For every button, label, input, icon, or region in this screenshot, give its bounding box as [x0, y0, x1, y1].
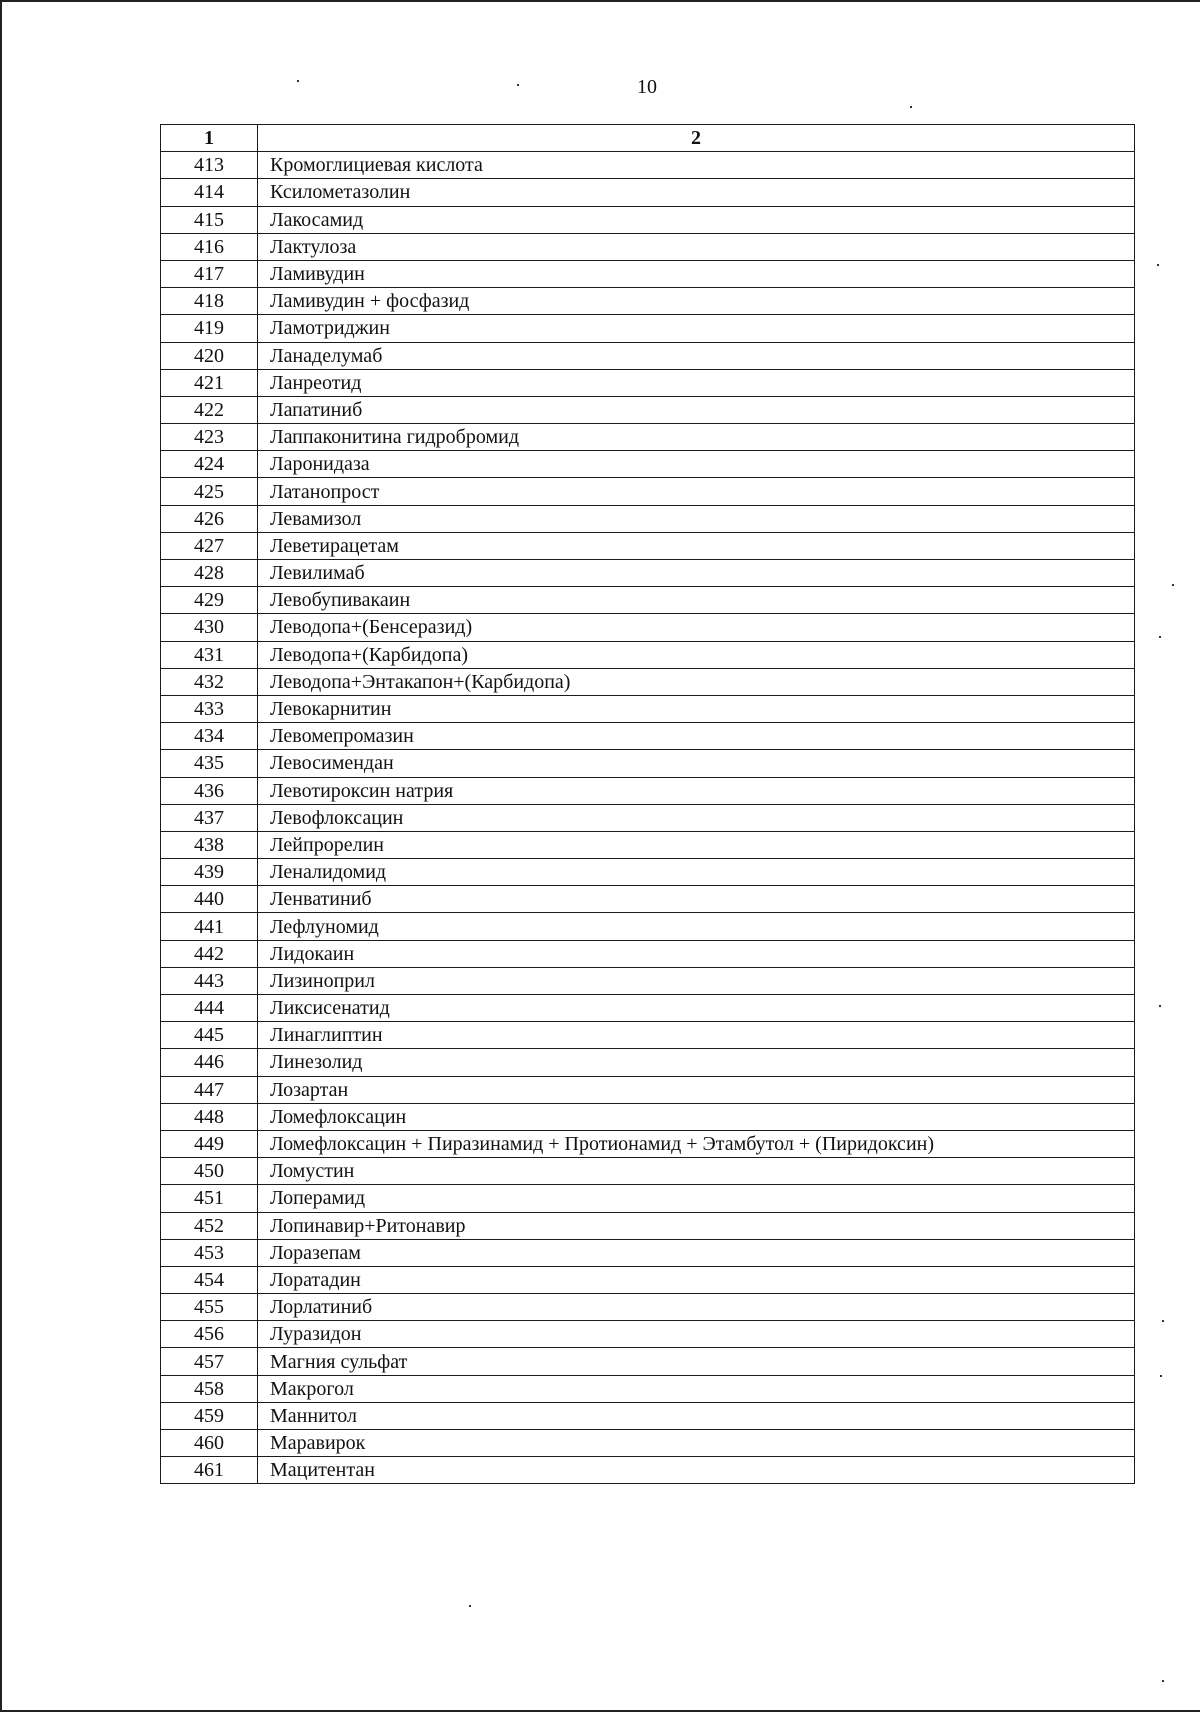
table-row	[161, 1185, 1135, 1212]
row-number-cell: 446	[161, 1049, 258, 1076]
table-row	[161, 396, 1135, 423]
table-row	[161, 1022, 1135, 1049]
scan-speck	[297, 80, 299, 82]
table-header-row	[161, 125, 1135, 152]
table-row	[161, 668, 1135, 695]
row-number-cell: 456	[161, 1321, 258, 1348]
table-row	[161, 859, 1135, 886]
drug-name-cell: Лоразепам	[258, 1239, 1135, 1266]
row-number-cell: 438	[161, 831, 258, 858]
row-number-cell: 449	[161, 1130, 258, 1157]
table-row	[161, 1239, 1135, 1266]
table-row	[161, 587, 1135, 614]
drug-name-cell: Левосимендан	[258, 750, 1135, 777]
row-number-cell: 442	[161, 940, 258, 967]
drug-name-cell: Ломефлоксацин + Пиразинамид + Протионамид + Этамбутол + (Пиридоксин)	[258, 1130, 1135, 1157]
table-row	[161, 1348, 1135, 1375]
column-header-1: 1	[161, 125, 258, 152]
row-number-cell: 458	[161, 1375, 258, 1402]
row-number-cell: 415	[161, 206, 258, 233]
table-row	[161, 750, 1135, 777]
table-row	[161, 206, 1135, 233]
drug-name-cell: Ланреотид	[258, 369, 1135, 396]
drug-name-cell: Ларонидаза	[258, 451, 1135, 478]
drug-name-cell: Леводопа+(Бенсеразид)	[258, 614, 1135, 641]
table-row	[161, 369, 1135, 396]
row-number-cell: 430	[161, 614, 258, 641]
table-row	[161, 1321, 1135, 1348]
table-row	[161, 260, 1135, 287]
table-row	[161, 1130, 1135, 1157]
row-number-cell: 427	[161, 532, 258, 559]
row-number-cell: 460	[161, 1430, 258, 1457]
table-row	[161, 723, 1135, 750]
drug-name-cell: Мацитентан	[258, 1457, 1135, 1484]
table-row	[161, 342, 1135, 369]
drug-name-cell: Лидокаин	[258, 940, 1135, 967]
row-number-cell: 435	[161, 750, 258, 777]
drug-name-cell: Левотироксин натрия	[258, 777, 1135, 804]
table-row	[161, 995, 1135, 1022]
row-number-cell: 448	[161, 1103, 258, 1130]
table-row	[161, 1402, 1135, 1429]
row-number-cell: 416	[161, 233, 258, 260]
row-number-cell: 425	[161, 478, 258, 505]
row-number-cell: 447	[161, 1076, 258, 1103]
scan-speck	[1159, 636, 1161, 638]
row-number-cell: 440	[161, 886, 258, 913]
scan-speck	[1159, 1005, 1161, 1007]
table-row	[161, 641, 1135, 668]
table-row	[161, 1049, 1135, 1076]
drug-name-cell: Макрогол	[258, 1375, 1135, 1402]
scan-speck	[1157, 264, 1159, 266]
table-row	[161, 1212, 1135, 1239]
table-row	[161, 886, 1135, 913]
drug-name-cell: Лапатиниб	[258, 396, 1135, 423]
table-row	[161, 424, 1135, 451]
table-row	[161, 179, 1135, 206]
table-row	[161, 695, 1135, 722]
row-number-cell: 459	[161, 1402, 258, 1429]
table-row	[161, 1076, 1135, 1103]
drug-name-cell: Кромоглициевая кислота	[258, 152, 1135, 179]
table-row	[161, 478, 1135, 505]
row-number-cell: 428	[161, 560, 258, 587]
row-number-cell: 439	[161, 859, 258, 886]
table-row	[161, 1430, 1135, 1457]
scan-speck	[910, 106, 912, 108]
row-number-cell: 451	[161, 1185, 258, 1212]
row-number-cell: 429	[161, 587, 258, 614]
table-body	[161, 152, 1135, 1484]
row-number-cell: 418	[161, 288, 258, 315]
drug-name-cell: Маннитол	[258, 1402, 1135, 1429]
row-number-cell: 434	[161, 723, 258, 750]
row-number-cell: 431	[161, 641, 258, 668]
drug-table	[160, 124, 1135, 1484]
drug-name-cell: Луразидон	[258, 1321, 1135, 1348]
row-number-cell: 461	[161, 1457, 258, 1484]
drug-name-cell: Леводопа+(Карбидопа)	[258, 641, 1135, 668]
drug-name-cell: Ланаделумаб	[258, 342, 1135, 369]
table-row	[161, 804, 1135, 831]
column-header-2: 2	[258, 125, 1135, 152]
row-number-cell: 433	[161, 695, 258, 722]
row-number-cell: 453	[161, 1239, 258, 1266]
table-row	[161, 967, 1135, 994]
row-number-cell: 421	[161, 369, 258, 396]
drug-name-cell: Ломефлоксацин	[258, 1103, 1135, 1130]
drug-name-cell: Ликсисенатид	[258, 995, 1135, 1022]
scan-speck	[1172, 584, 1174, 586]
scan-speck	[1160, 1375, 1162, 1377]
drug-name-cell: Левокарнитин	[258, 695, 1135, 722]
drug-name-cell: Левамизол	[258, 505, 1135, 532]
row-number-cell: 423	[161, 424, 258, 451]
row-number-cell: 455	[161, 1294, 258, 1321]
row-number-cell: 444	[161, 995, 258, 1022]
scan-speck	[1162, 1320, 1164, 1322]
row-number-cell: 432	[161, 668, 258, 695]
drug-name-cell: Левофлоксацин	[258, 804, 1135, 831]
row-number-cell: 443	[161, 967, 258, 994]
row-number-cell: 450	[161, 1158, 258, 1185]
drug-name-cell: Ламивудин + фосфазид	[258, 288, 1135, 315]
row-number-cell: 457	[161, 1348, 258, 1375]
scan-speck	[517, 84, 519, 86]
table-row	[161, 1266, 1135, 1293]
table-row	[161, 1158, 1135, 1185]
drug-name-cell: Ламотриджин	[258, 315, 1135, 342]
table-row	[161, 913, 1135, 940]
row-number-cell: 445	[161, 1022, 258, 1049]
table-row	[161, 940, 1135, 967]
row-number-cell: 422	[161, 396, 258, 423]
drug-name-cell: Левомепромазин	[258, 723, 1135, 750]
table-row	[161, 1294, 1135, 1321]
row-number-cell: 441	[161, 913, 258, 940]
drug-name-cell: Ленватиниб	[258, 886, 1135, 913]
scan-speck	[469, 1605, 471, 1607]
drug-name-cell: Ксилометазолин	[258, 179, 1135, 206]
row-number-cell: 414	[161, 179, 258, 206]
row-number-cell: 426	[161, 505, 258, 532]
drug-name-cell: Лефлуномид	[258, 913, 1135, 940]
row-number-cell: 454	[161, 1266, 258, 1293]
drug-name-cell: Леналидомид	[258, 859, 1135, 886]
drug-name-cell: Лопинавир+Ритонавир	[258, 1212, 1135, 1239]
drug-name-cell: Лакосамид	[258, 206, 1135, 233]
drug-name-cell: Левобупивакаин	[258, 587, 1135, 614]
drug-name-cell: Лактулоза	[258, 233, 1135, 260]
drug-name-cell: Леветирацетам	[258, 532, 1135, 559]
table-row	[161, 1375, 1135, 1402]
row-number-cell: 419	[161, 315, 258, 342]
table-row	[161, 451, 1135, 478]
drug-name-cell: Леводопа+Энтакапон+(Карбидопа)	[258, 668, 1135, 695]
table-row	[161, 1457, 1135, 1484]
table-row	[161, 288, 1135, 315]
drug-name-cell: Лизиноприл	[258, 967, 1135, 994]
row-number-cell: 420	[161, 342, 258, 369]
table-row	[161, 532, 1135, 559]
drug-name-cell: Маравирок	[258, 1430, 1135, 1457]
row-number-cell: 437	[161, 804, 258, 831]
row-number-cell: 413	[161, 152, 258, 179]
drug-name-cell: Ломустин	[258, 1158, 1135, 1185]
table-row	[161, 831, 1135, 858]
table-row	[161, 1103, 1135, 1130]
drug-name-cell: Лозартан	[258, 1076, 1135, 1103]
drug-name-cell: Магния сульфат	[258, 1348, 1135, 1375]
table-row	[161, 777, 1135, 804]
drug-name-cell: Линаглиптин	[258, 1022, 1135, 1049]
page-number: 10	[637, 76, 657, 98]
row-number-cell: 452	[161, 1212, 258, 1239]
row-number-cell: 417	[161, 260, 258, 287]
drug-name-cell: Лейпрорелин	[258, 831, 1135, 858]
drug-name-cell: Линезолид	[258, 1049, 1135, 1076]
drug-name-cell: Латанопрост	[258, 478, 1135, 505]
table-row	[161, 505, 1135, 532]
drug-name-cell: Лаппаконитина гидробромид	[258, 424, 1135, 451]
table-row	[161, 233, 1135, 260]
drug-name-cell: Лоратадин	[258, 1266, 1135, 1293]
drug-name-cell: Лоперамид	[258, 1185, 1135, 1212]
row-number-cell: 436	[161, 777, 258, 804]
table-row	[161, 315, 1135, 342]
drug-name-cell: Лорлатиниб	[258, 1294, 1135, 1321]
table-row	[161, 152, 1135, 179]
row-number-cell: 424	[161, 451, 258, 478]
table-row	[161, 560, 1135, 587]
table-row	[161, 614, 1135, 641]
drug-name-cell: Ламивудин	[258, 260, 1135, 287]
drug-name-cell: Левилимаб	[258, 560, 1135, 587]
scan-speck	[1162, 1680, 1164, 1682]
